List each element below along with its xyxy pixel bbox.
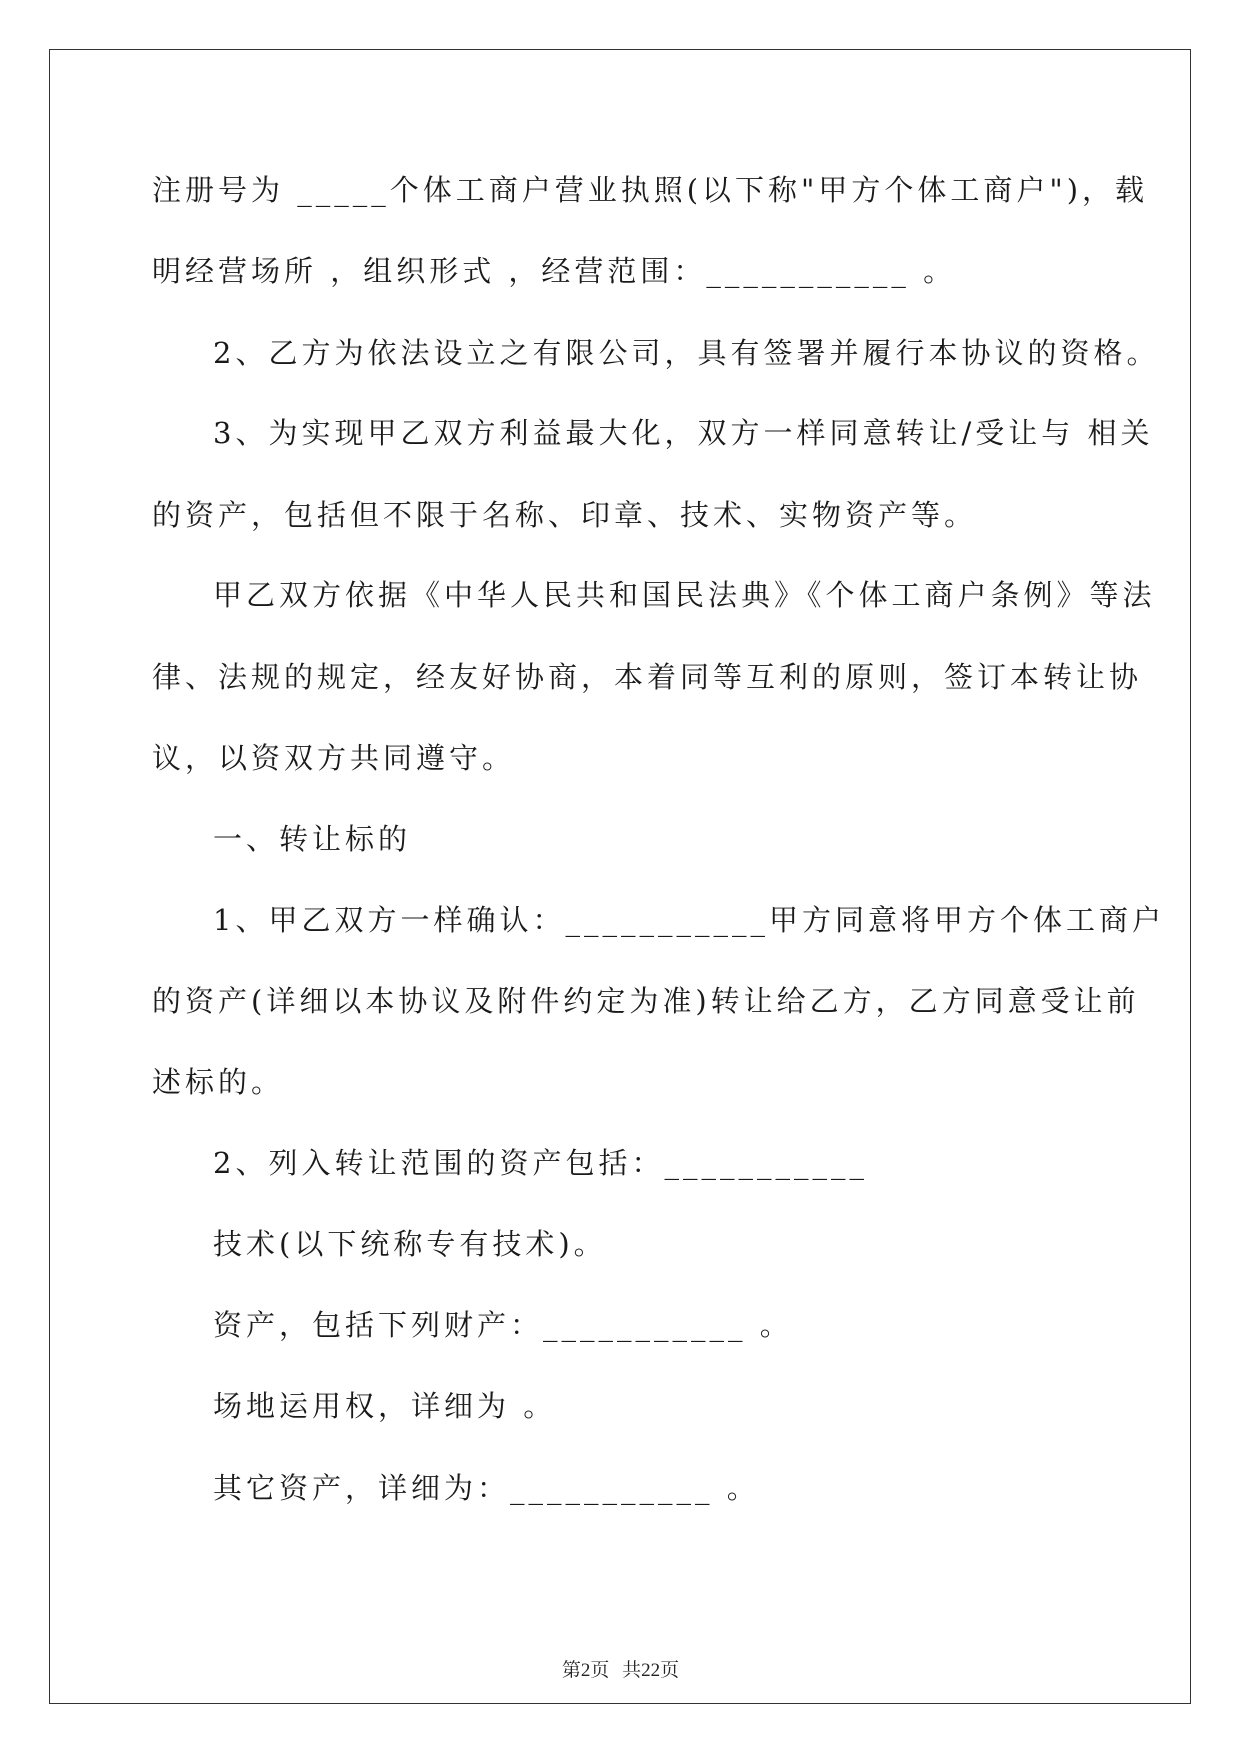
asset-item-site-use-right: 场地运用权，详细为 。 [213,1389,557,1423]
section-1-clause-1-line-3: 述标的。 [152,1065,285,1099]
page-total: 共22页 [622,1660,680,1681]
section-heading-transfer-subject: 一、转让标的 [213,822,412,856]
preamble-line-2: 律、法规的规定，经友好协商，本着同等互利的原则，签订本转让协 [152,660,1143,694]
section-1-clause-1-line-2: 的资产(详细以本协议及附件约定为准)转让给乙方，乙方同意受让前 [152,984,1140,1018]
page-border [49,49,1191,1704]
asset-item-property: 资产，包括下列财产：___________ 。 [213,1308,793,1342]
preamble-line-1: 甲乙双方依据《中华人民共和国民法典》《个体工商户条例》等法 [213,578,1156,612]
clause-3-line-1: 3、为实现甲乙双方利益最大化，双方一样同意转让/受让与 相关 [213,416,1154,450]
section-1-clause-2-line-1: 2、列入转让范围的资产包括：___________ [213,1146,868,1180]
page-number: 第2页 [561,1660,610,1681]
clause-2-line-1: 2、乙方为依法设立之有限公司，具有签署并履行本协议的资格。 [213,336,1160,370]
section-1-clause-1-line-1: 1、甲乙双方一样确认：___________甲方同意将甲方个体工商户 [213,903,1165,937]
clause-3-line-2: 的资产，包括但不限于名称、印章、技术、实物资产等。 [152,498,978,532]
page-footer [0,1655,1241,1682]
asset-item-technology: 技术(以下统称专有技术)。 [213,1227,607,1261]
asset-item-other: 其它资产，详细为：___________ 。 [213,1471,760,1505]
paragraph-line-1: 注册号为 _____个体工商户营业执照(以下称"甲方个体工商户")，载 [152,173,1149,207]
preamble-line-3: 议，以资双方共同遵守。 [152,741,516,775]
paragraph-line-2: 明经营场所 ，组织形式 ，经营范围：___________ 。 [152,254,957,288]
